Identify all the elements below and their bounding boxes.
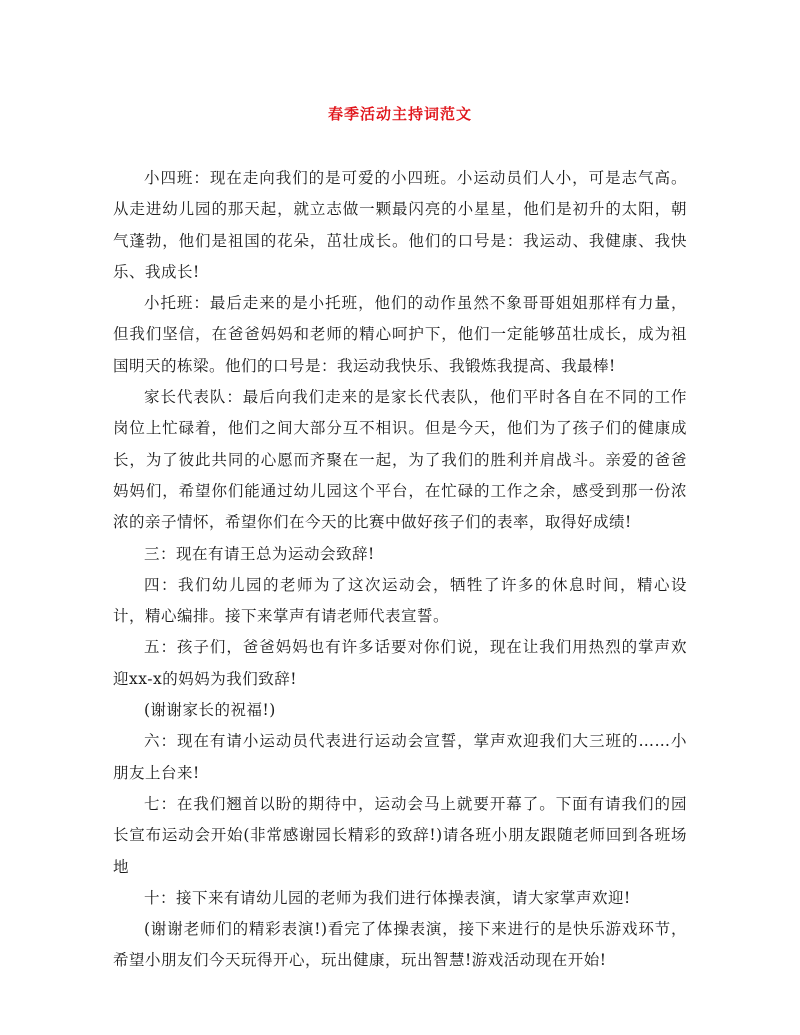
paragraph-xiaosiban: 小四班：现在走向我们的是可爱的小四班。小运动员们人小，可是志气高。从走进幼儿园的那天起，就立志做一颗最闪亮的小星星，他们是初升的太阳，朝气蓬勃，他们是祖国的花朵，茁壮成长。他们的口号是：我运动、我健康、我快乐、我成长! bbox=[113, 169, 687, 281]
paragraph-si: 四：我们幼儿园的老师为了这次运动会，牺牲了许多的休息时间，精心设计，精心编排。接下来掌声有请老师代表宣誓。 bbox=[113, 575, 687, 626]
paragraph-shi: 十：接下来有请幼儿园的老师为我们进行体操表演，请大家掌声欢迎! bbox=[144, 888, 631, 907]
paragraph-thanks-parents: (谢谢家长的祝福!) bbox=[144, 701, 276, 720]
paragraph-jiazhang-daibiaodui: 家长代表队：最后向我们走来的是家长代表队，他们平时各自在不同的工作岗位上忙碌着，他们之间大部分互不相识。但是今天，他们为了孩子们的健康成长，为了彼此共同的心愿而齐聚在一起，为了我们的胜利并肩战斗。亲爱的爸爸妈妈们，希望你们能通过幼儿园这个平台，在忙碌的工作之余，感受到那一份浓浓的亲子情怀，希望你们在今天的比赛中做好孩子们的表率，取得好成绩! bbox=[113, 388, 687, 532]
paragraph-liu: 六：现在有请小运动员代表进行运动会宣誓，掌声欢迎我们大三班的……小朋友上台来! bbox=[113, 732, 687, 782]
paragraph-san: 三：现在有请王总为运动会致辞! bbox=[144, 544, 375, 563]
paragraph-xiaotuoban: 小托班：最后走来的是小托班，他们的动作虽然不象哥哥姐姐那样有力量，但我们坚信，在爸爸妈妈和老师的精心呵护下，他们一定能够茁壮成长，成为祖国明天的栋梁。他们的口号是：我运动我快乐、我锻炼我提高、我最棒! bbox=[113, 294, 687, 375]
paragraph-qi: 七：在我们翘首以盼的期待中，运动会马上就要开幕了。下面有请我们的园长宣布运动会开始(非常感谢园长精彩的致辞!)请各班小朋友跟随老师回到各班场地 bbox=[113, 794, 687, 876]
paragraph-wu: 五：孩子们，爸爸妈妈也有许多话要对你们说，现在让我们用热烈的掌声欢迎xx-x的妈妈为我们致辞! bbox=[113, 638, 687, 688]
document-body bbox=[113, 163, 687, 977]
paragraph-thanks-teachers: (谢谢老师们的精彩表演!)看完了体操表演，接下来进行的是快乐游戏环节，希望小朋友们今天玩得开心，玩出健康，玩出智慧!游戏活动现在开始! bbox=[113, 920, 687, 970]
document-title: 春季活动主持词范文 bbox=[327, 105, 472, 123]
